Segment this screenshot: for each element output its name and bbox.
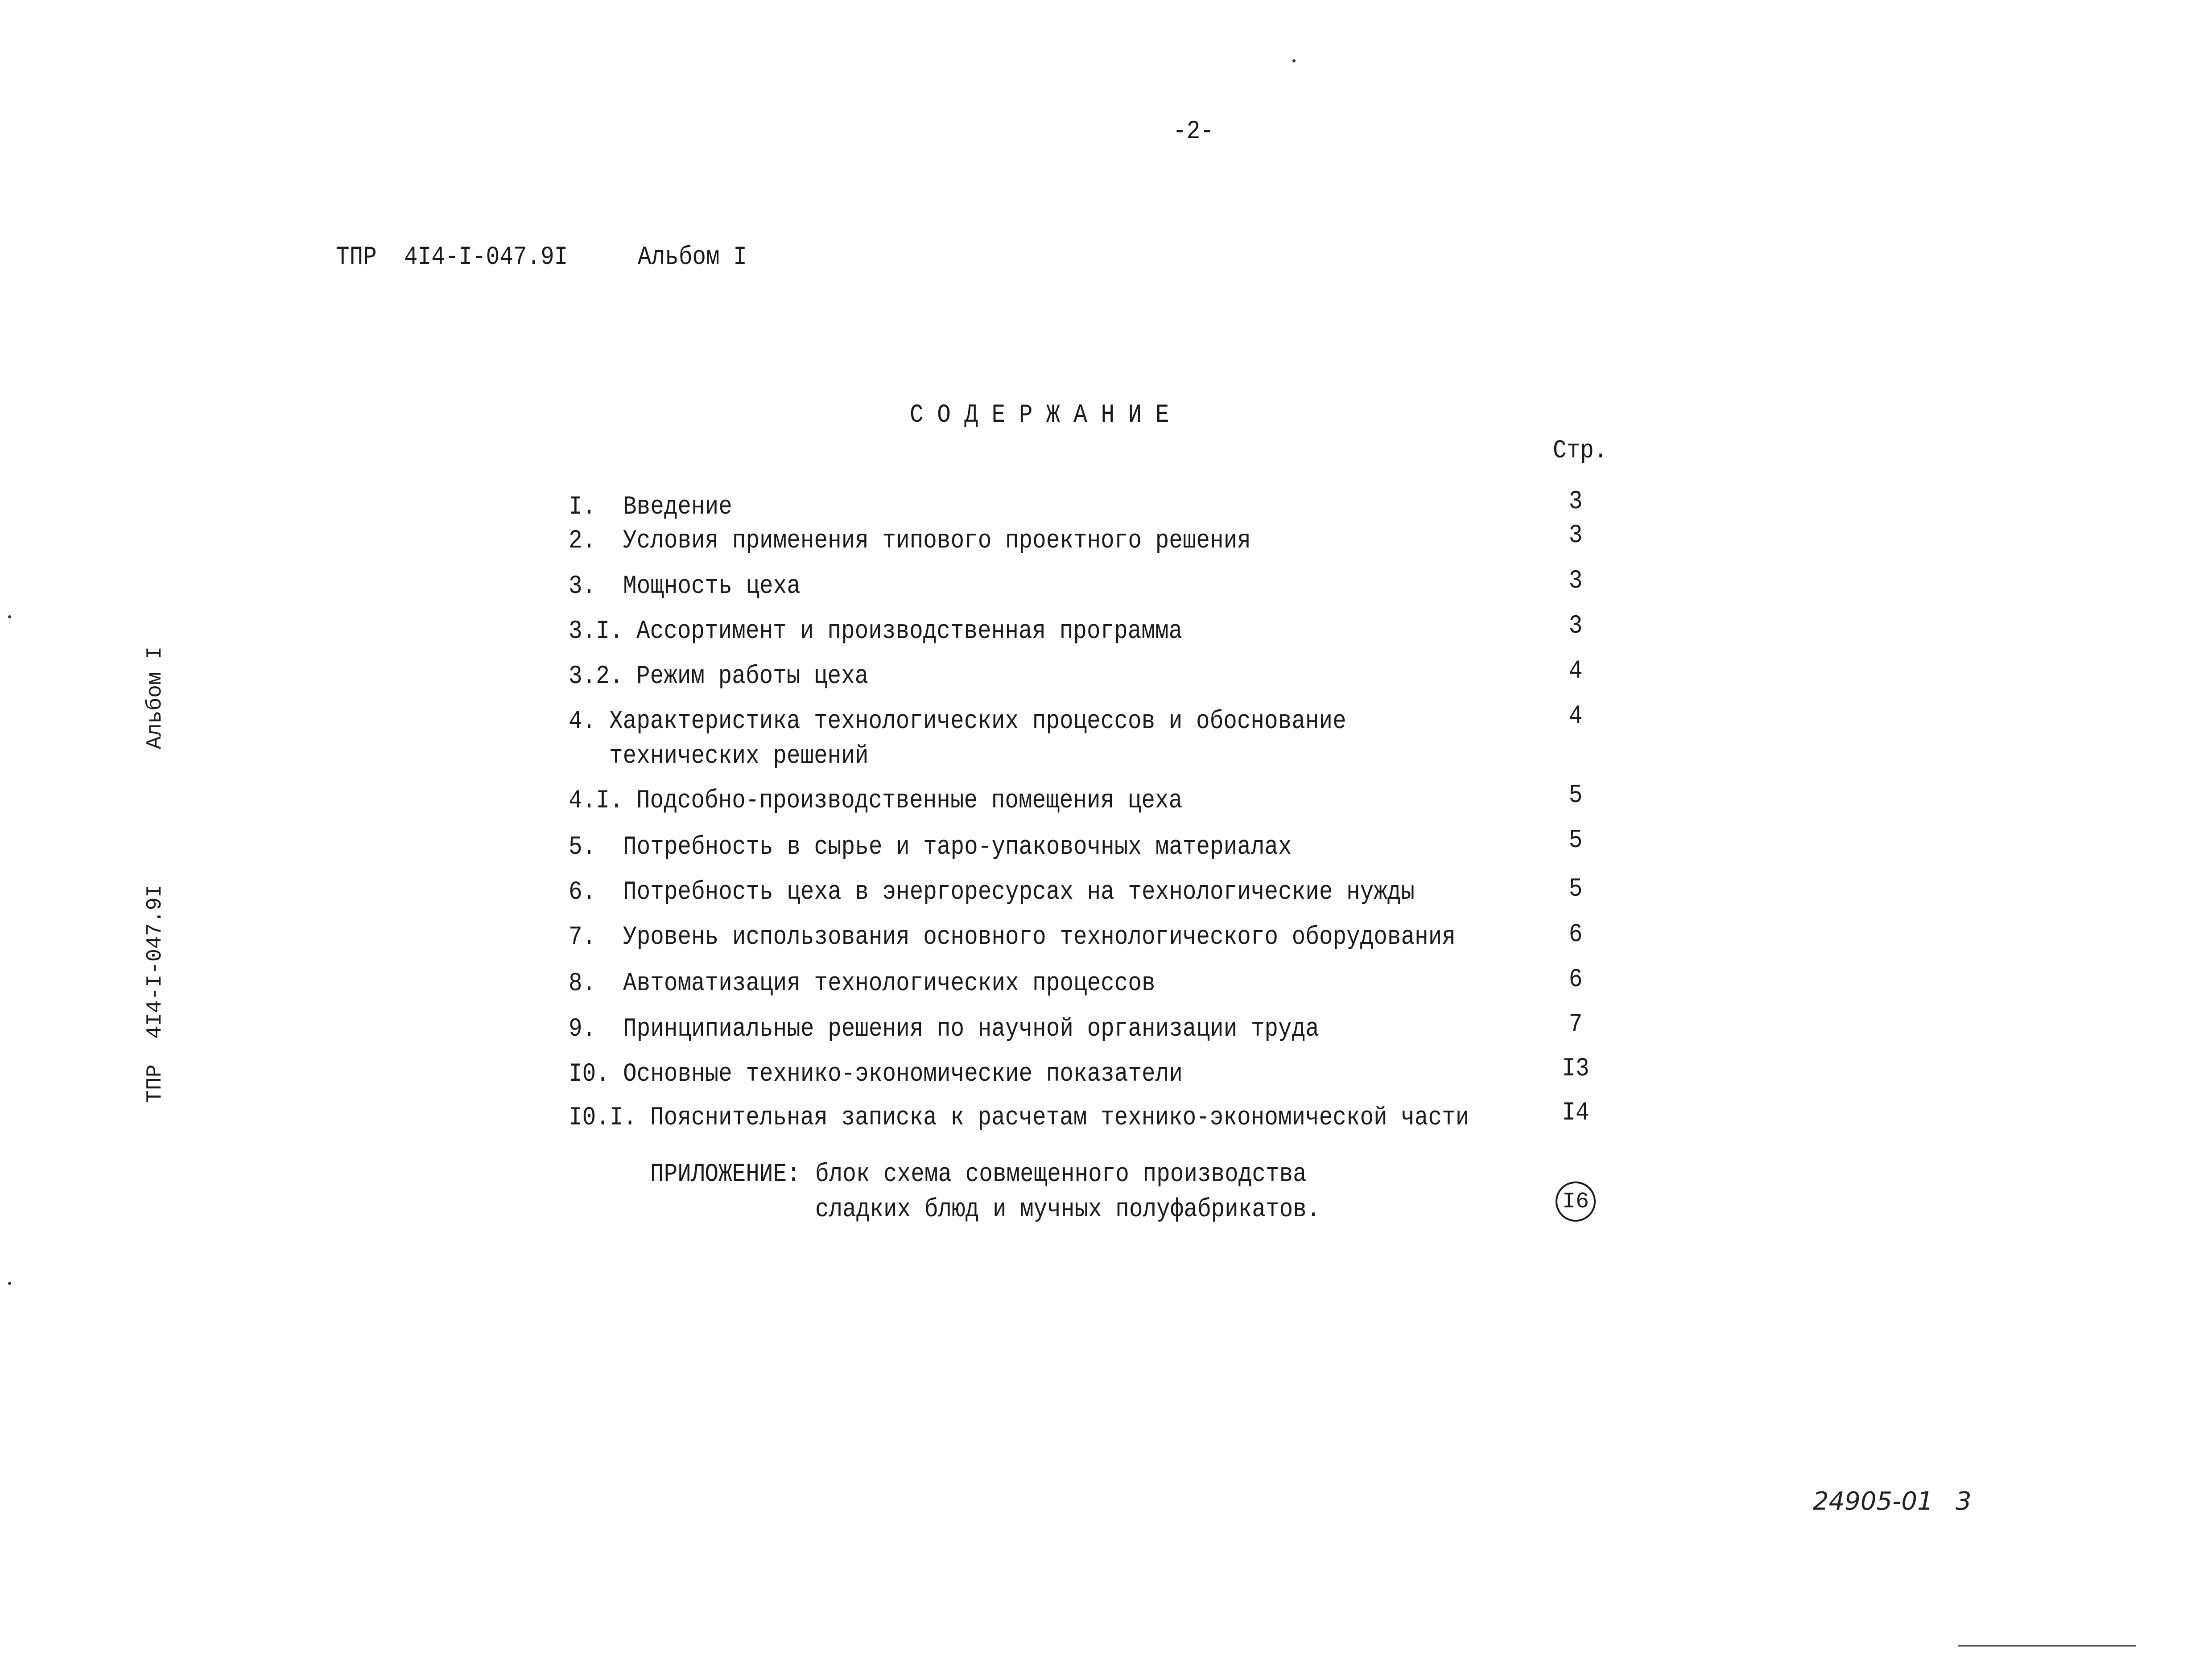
toc-item-number: 3. xyxy=(569,572,596,601)
toc-item-page: 3 xyxy=(1568,611,1583,641)
toc-item-title: Потребность в сырье и таро-упаковочных материалах xyxy=(623,832,1292,862)
toc-item-title: Режим работы цеха xyxy=(636,662,869,692)
toc-item-page: I3 xyxy=(1562,1054,1589,1084)
toc-item-page: 7 xyxy=(1568,1010,1583,1040)
toc-item-page: 5 xyxy=(1568,781,1583,811)
page-column-label: Стр. xyxy=(1553,436,1608,466)
toc-item-page: I4 xyxy=(1562,1098,1589,1128)
toc-item-title: Потребность цеха в энергоресурсах на технологические нужды xyxy=(623,877,1415,907)
toc-item-title: Характеристика технологических процессов и обоснование xyxy=(609,707,1346,737)
toc-item-page: 3 xyxy=(1568,487,1583,517)
header-code: ТПР 4I4-I-047.9I xyxy=(336,243,568,272)
toc-item-page: 6 xyxy=(1568,965,1583,995)
page-number: -2- xyxy=(1173,117,1214,147)
toc-item-number: 3.2. xyxy=(569,662,623,692)
toc-item-title: Введение xyxy=(623,492,732,522)
appendix-label: ПРИЛОЖЕНИЕ: xyxy=(650,1160,801,1190)
toc-item-title: Условия применения типового проектного решения xyxy=(623,526,1251,556)
toc-item-title: Ассортимент и производственная программа xyxy=(636,617,1183,646)
toc-item-number: 4. xyxy=(569,707,596,737)
toc-item-title: Подсобно-производственные помещения цеха xyxy=(636,786,1183,816)
side-album: Альбом I xyxy=(143,646,167,749)
toc-item-title: Уровень использования основного технологического оборудования xyxy=(623,922,1456,952)
toc-item-number: 7. xyxy=(569,922,596,952)
toc-item-page: 3 xyxy=(1568,566,1583,596)
scan-line xyxy=(1958,1645,2136,1647)
toc-item-number: 8. xyxy=(569,969,596,999)
header-album: Альбом I xyxy=(638,243,747,272)
toc-item-title: Мощность цеха xyxy=(623,572,801,601)
scan-speck xyxy=(1292,59,1296,62)
scan-speck xyxy=(8,1282,11,1285)
toc-item-title-cont: технических решений xyxy=(609,741,869,771)
document-title: С О Д Е Р Ж А Н И Е xyxy=(910,400,1169,430)
toc-item-number: 6. xyxy=(569,877,596,907)
appendix-page-circled: I6 xyxy=(1556,1182,1596,1222)
toc-item-page: 3 xyxy=(1568,521,1583,551)
toc-item-number: I0.I. xyxy=(569,1103,637,1133)
appendix-line-2: сладких блюд и мучных полуфабрикатов. xyxy=(815,1195,1321,1225)
toc-item-title: Автоматизация технологических процессов xyxy=(623,969,1156,999)
scan-speck xyxy=(8,615,11,618)
appendix-line-1: блок схема совмещенного производства xyxy=(815,1160,1307,1190)
toc-item-number: I. xyxy=(569,492,596,522)
toc-item-page: 6 xyxy=(1568,920,1583,950)
toc-item-page: 5 xyxy=(1568,826,1583,856)
handwritten-sheet: 3 xyxy=(1956,1487,1972,1516)
toc-item-number: 2. xyxy=(569,526,596,556)
toc-item-page: 4 xyxy=(1568,656,1583,686)
toc-item-title: Основные технико-экономические показатели xyxy=(623,1059,1183,1089)
toc-item-number: I0. xyxy=(569,1059,610,1089)
toc-item-page: 4 xyxy=(1568,701,1583,731)
toc-item-title: Пояснительная записка к расчетам технико-экономической части xyxy=(650,1103,1469,1133)
toc-item-number: 5. xyxy=(569,832,596,862)
toc-item-title: Принципиальные решения по научной организации труда xyxy=(623,1014,1319,1044)
toc-item-number: 9. xyxy=(569,1014,596,1044)
toc-item-page: 5 xyxy=(1568,874,1583,904)
toc-item-number: 3.I. xyxy=(569,617,623,646)
handwritten-number: 24905-01 xyxy=(1813,1487,1933,1516)
side-code: ТПР 4I4-I-047.9I xyxy=(143,885,167,1103)
toc-item-number: 4.I. xyxy=(569,786,623,816)
